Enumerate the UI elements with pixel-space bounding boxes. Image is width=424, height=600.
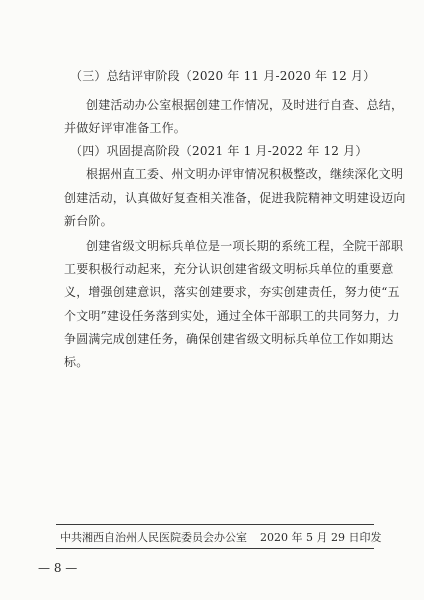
section4-line-3: 新台阶。 bbox=[64, 214, 113, 228]
closing-line-3: 义，增强创建意识，落实创建要求，夯实创建责任，努力使“五 bbox=[64, 285, 400, 299]
closing-line-1: 创建省级文明标兵单位是一项长期的系统工程，全院干部职 bbox=[86, 239, 404, 253]
footer-top-rule bbox=[56, 524, 374, 525]
footer-issuer: 中共湘西自治州人民医院委员会办公室 bbox=[60, 531, 247, 544]
section3-line-1: 创建活动办公室根据创建工作情况，及时进行自查、总结， bbox=[86, 98, 404, 112]
section4-line-1: 根据州直工委、州文明办评审情况积极整改，继续深化文明 bbox=[86, 167, 404, 181]
section3-heading: （三）总结评审阶段（2020 年 11 月-2020 年 12 月） bbox=[70, 69, 376, 83]
closing-line-4: 个文明”建设任务落到实处，通过全体干部职工的共同努力，力 bbox=[64, 309, 400, 323]
closing-line-2: 工要积极行动起来，充分认识创建省级文明标兵单位的重要意 bbox=[64, 262, 394, 276]
section3-line-2: 并做好评审准备工作。 bbox=[64, 121, 187, 135]
footer-date: 2020 年 5 月 29 日印发 bbox=[260, 531, 382, 544]
footer-bottom-rule bbox=[56, 548, 374, 549]
closing-line-6: 标。 bbox=[64, 355, 89, 369]
section4-heading: （四）巩固提高阶段（2021 年 1 月-2022 年 12 月） bbox=[70, 144, 368, 158]
section4-line-2: 创建活动，认真做好复查相关准备，促进我院精神文明建设迈向 bbox=[64, 191, 406, 205]
page-number: — 8 — bbox=[38, 561, 78, 575]
closing-line-5: 争圆满完成创建任务，确保创建省级文明标兵单位工作如期达 bbox=[64, 332, 394, 346]
